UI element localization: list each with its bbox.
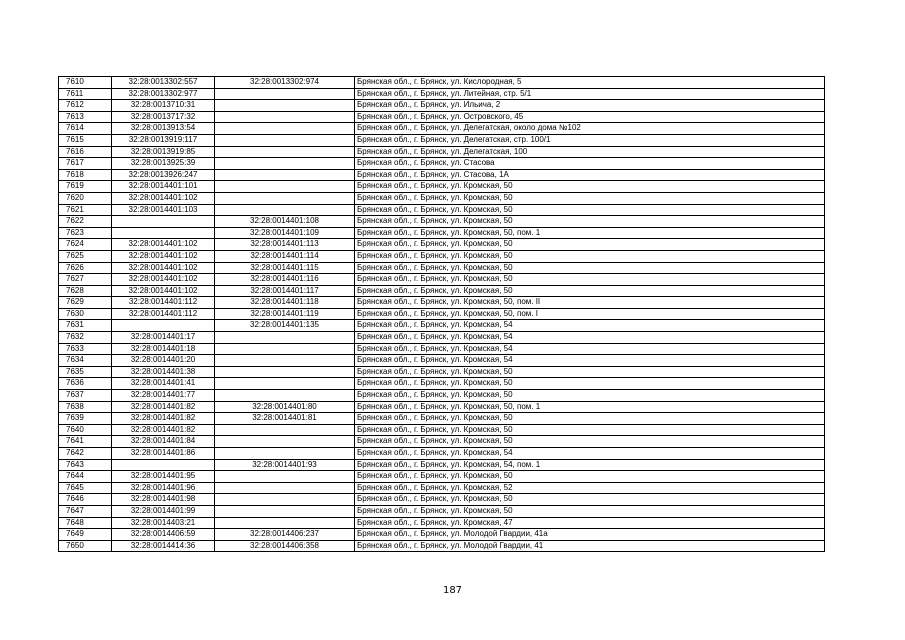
- related-cadastral-number-cell: 32:28:0014401:80: [215, 401, 355, 413]
- related-cadastral-number-cell: [215, 181, 355, 193]
- address-cell: Брянская обл., г. Брянск, ул. Кромская, 50: [355, 378, 825, 390]
- related-cadastral-number-cell: [215, 111, 355, 123]
- cadastral-number-cell: [112, 320, 215, 332]
- record-number-cell: 7619: [59, 181, 112, 193]
- address-cell: Брянская обл., г. Брянск, ул. Стасова: [355, 158, 825, 170]
- related-cadastral-number-cell: 32:28:0014401:119: [215, 308, 355, 320]
- related-cadastral-number-cell: [215, 471, 355, 483]
- cadastral-number-cell: 32:28:0014401:112: [112, 308, 215, 320]
- record-number-cell: 7643: [59, 459, 112, 471]
- table-row: [59, 88, 825, 100]
- record-number-cell: 7650: [59, 540, 112, 552]
- table-row: [59, 100, 825, 112]
- record-number-cell: 7615: [59, 134, 112, 146]
- cadastral-number-cell: 32:28:0014401:20: [112, 355, 215, 367]
- address-cell: Брянская обл., г. Брянск, ул. Кромская, 47: [355, 517, 825, 529]
- table-row: [59, 343, 825, 355]
- address-cell: Брянская обл., г. Брянск, ул. Кромская, 50: [355, 494, 825, 506]
- cadastral-number-cell: 32:28:0014401:101: [112, 181, 215, 193]
- address-cell: Брянская обл., г. Брянск, ул. Делегатская, стр. 100/1: [355, 134, 825, 146]
- table-row: [59, 227, 825, 239]
- cadastral-number-cell: 32:28:0013710:31: [112, 100, 215, 112]
- address-cell: Брянская обл., г. Брянск, ул. Кромская, 54, пом. 1: [355, 459, 825, 471]
- related-cadastral-number-cell: [215, 436, 355, 448]
- cadastral-number-cell: 32:28:0014401:95: [112, 471, 215, 483]
- cadastral-number-cell: 32:28:0014401:18: [112, 343, 215, 355]
- record-number-cell: 7628: [59, 285, 112, 297]
- cadastral-number-cell: 32:28:0014401:86: [112, 448, 215, 460]
- table-row: [59, 239, 825, 251]
- table-row: [59, 482, 825, 494]
- address-cell: Брянская обл., г. Брянск, ул. Кромская, 50: [355, 505, 825, 517]
- related-cadastral-number-cell: [215, 378, 355, 390]
- cadastral-number-cell: 32:28:0013926:247: [112, 169, 215, 181]
- address-cell: Брянская обл., г. Брянск, ул. Островского, 45: [355, 111, 825, 123]
- table-row: [59, 424, 825, 436]
- table-row: [59, 529, 825, 541]
- table-row: [59, 297, 825, 309]
- address-cell: Брянская обл., г. Брянск, ул. Ильича, 2: [355, 100, 825, 112]
- table-row: [59, 471, 825, 483]
- cadastral-number-cell: 32:28:0014401:38: [112, 366, 215, 378]
- page-number: 187: [442, 585, 463, 596]
- address-cell: Брянская обл., г. Брянск, ул. Кислородная, 5: [355, 77, 825, 89]
- address-cell: Брянская обл., г. Брянск, ул. Кромская, 50: [355, 285, 825, 297]
- record-number-cell: 7639: [59, 413, 112, 425]
- table-row: [59, 308, 825, 320]
- table-row: [59, 505, 825, 517]
- table-row: [59, 390, 825, 402]
- record-number-cell: 7638: [59, 401, 112, 413]
- record-number-cell: 7611: [59, 88, 112, 100]
- cadastral-number-cell: 32:28:0014401:82: [112, 424, 215, 436]
- related-cadastral-number-cell: 32:28:0014401:93: [215, 459, 355, 471]
- table-row: [59, 192, 825, 204]
- related-cadastral-number-cell: 32:28:0014401:118: [215, 297, 355, 309]
- table-row: [59, 181, 825, 193]
- related-cadastral-number-cell: [215, 146, 355, 158]
- cadastral-number-cell: 32:28:0014401:112: [112, 297, 215, 309]
- related-cadastral-number-cell: 32:28:0014401:114: [215, 250, 355, 262]
- address-cell: Брянская обл., г. Брянск, ул. Кромская, 50, пом. I: [355, 308, 825, 320]
- address-cell: Брянская обл., г. Брянск, ул. Молодой Гвардии, 41а: [355, 529, 825, 541]
- registry-table: [58, 76, 825, 552]
- cadastral-number-cell: 32:28:0013919:117: [112, 134, 215, 146]
- table-row: [59, 459, 825, 471]
- address-cell: Брянская обл., г. Брянск, ул. Кромская, 50: [355, 413, 825, 425]
- related-cadastral-number-cell: [215, 158, 355, 170]
- record-number-cell: 7617: [59, 158, 112, 170]
- related-cadastral-number-cell: [215, 366, 355, 378]
- table-row: [59, 517, 825, 529]
- address-cell: Брянская обл., г. Брянск, ул. Кромская, 50: [355, 424, 825, 436]
- record-number-cell: 7620: [59, 192, 112, 204]
- cadastral-number-cell: 32:28:0014401:17: [112, 332, 215, 344]
- related-cadastral-number-cell: [215, 123, 355, 135]
- record-number-cell: 7627: [59, 274, 112, 286]
- related-cadastral-number-cell: [215, 169, 355, 181]
- table-row: [59, 250, 825, 262]
- table-row: [59, 158, 825, 170]
- related-cadastral-number-cell: [215, 505, 355, 517]
- address-cell: Брянская обл., г. Брянск, ул. Кромская, 54: [355, 355, 825, 367]
- address-cell: Брянская обл., г. Брянск, ул. Кромская, 50: [355, 239, 825, 251]
- cadastral-number-cell: 32:28:0013302:557: [112, 77, 215, 89]
- related-cadastral-number-cell: [215, 390, 355, 402]
- cadastral-number-cell: 32:28:0014401:41: [112, 378, 215, 390]
- related-cadastral-number-cell: [215, 100, 355, 112]
- table-row: [59, 448, 825, 460]
- related-cadastral-number-cell: [215, 88, 355, 100]
- record-number-cell: 7636: [59, 378, 112, 390]
- table-row: [59, 262, 825, 274]
- address-cell: Брянская обл., г. Брянск, ул. Кромская, 50: [355, 204, 825, 216]
- record-number-cell: 7626: [59, 262, 112, 274]
- record-number-cell: 7622: [59, 216, 112, 228]
- cadastral-number-cell: [112, 216, 215, 228]
- cadastral-number-cell: 32:28:0014401:103: [112, 204, 215, 216]
- address-cell: Брянская обл., г. Брянск, ул. Кромская, 50: [355, 262, 825, 274]
- registry-table-body: [59, 77, 825, 552]
- address-cell: Брянская обл., г. Брянск, ул. Кромская, 50: [355, 216, 825, 228]
- cadastral-number-cell: 32:28:0014401:82: [112, 401, 215, 413]
- record-number-cell: 7613: [59, 111, 112, 123]
- cadastral-number-cell: 32:28:0013919:85: [112, 146, 215, 158]
- table-row: [59, 134, 825, 146]
- address-cell: Брянская обл., г. Брянск, ул. Кромская, 50: [355, 250, 825, 262]
- cadastral-number-cell: [112, 227, 215, 239]
- related-cadastral-number-cell: [215, 482, 355, 494]
- related-cadastral-number-cell: 32:28:0014406:237: [215, 529, 355, 541]
- cadastral-number-cell: 32:28:0014401:102: [112, 250, 215, 262]
- address-cell: Брянская обл., г. Брянск, ул. Литейная, стр. 5/1: [355, 88, 825, 100]
- address-cell: Брянская обл., г. Брянск, ул. Стасова, 1А: [355, 169, 825, 181]
- table-row: [59, 204, 825, 216]
- table-row: [59, 123, 825, 135]
- related-cadastral-number-cell: [215, 204, 355, 216]
- table-row: [59, 216, 825, 228]
- related-cadastral-number-cell: [215, 332, 355, 344]
- related-cadastral-number-cell: 32:28:0014401:117: [215, 285, 355, 297]
- record-number-cell: 7649: [59, 529, 112, 541]
- related-cadastral-number-cell: [215, 355, 355, 367]
- related-cadastral-number-cell: [215, 494, 355, 506]
- address-cell: Брянская обл., г. Брянск, ул. Кромская, 50: [355, 436, 825, 448]
- record-number-cell: 7614: [59, 123, 112, 135]
- record-number-cell: 7634: [59, 355, 112, 367]
- related-cadastral-number-cell: 32:28:0014406:358: [215, 540, 355, 552]
- cadastral-number-cell: 32:28:0014401:98: [112, 494, 215, 506]
- cadastral-number-cell: 32:28:0013913:54: [112, 123, 215, 135]
- cadastral-number-cell: 32:28:0013717:32: [112, 111, 215, 123]
- related-cadastral-number-cell: [215, 134, 355, 146]
- related-cadastral-number-cell: [215, 192, 355, 204]
- address-cell: Брянская обл., г. Брянск, ул. Кромская, 50: [355, 274, 825, 286]
- cadastral-number-cell: 32:28:0014406:59: [112, 529, 215, 541]
- address-cell: Брянская обл., г. Брянск, ул. Молодой Гвардии, 41: [355, 540, 825, 552]
- cadastral-number-cell: 32:28:0014401:82: [112, 413, 215, 425]
- record-number-cell: 7646: [59, 494, 112, 506]
- address-cell: Брянская обл., г. Брянск, ул. Кромская, 54: [355, 320, 825, 332]
- related-cadastral-number-cell: [215, 424, 355, 436]
- record-number-cell: 7630: [59, 308, 112, 320]
- cadastral-number-cell: 32:28:0014401:102: [112, 274, 215, 286]
- related-cadastral-number-cell: [215, 517, 355, 529]
- cadastral-number-cell: 32:28:0014401:96: [112, 482, 215, 494]
- record-number-cell: 7623: [59, 227, 112, 239]
- cadastral-number-cell: 32:28:0014401:99: [112, 505, 215, 517]
- cadastral-number-cell: 32:28:0014401:84: [112, 436, 215, 448]
- address-cell: Брянская обл., г. Брянск, ул. Делегатская, около дома №102: [355, 123, 825, 135]
- record-number-cell: 7641: [59, 436, 112, 448]
- record-number-cell: 7624: [59, 239, 112, 251]
- address-cell: Брянская обл., г. Брянск, ул. Делегатская, 100: [355, 146, 825, 158]
- table-row: [59, 285, 825, 297]
- table-row: [59, 355, 825, 367]
- address-cell: Брянская обл., г. Брянск, ул. Кромская, 50: [355, 366, 825, 378]
- record-number-cell: 7640: [59, 424, 112, 436]
- table-row: [59, 111, 825, 123]
- record-number-cell: 7642: [59, 448, 112, 460]
- record-number-cell: 7629: [59, 297, 112, 309]
- address-cell: Брянская обл., г. Брянск, ул. Кромская, 54: [355, 343, 825, 355]
- related-cadastral-number-cell: [215, 343, 355, 355]
- related-cadastral-number-cell: 32:28:0014401:135: [215, 320, 355, 332]
- table-row: [59, 413, 825, 425]
- address-cell: Брянская обл., г. Брянск, ул. Кромская, 52: [355, 482, 825, 494]
- record-number-cell: 7644: [59, 471, 112, 483]
- record-number-cell: 7645: [59, 482, 112, 494]
- record-number-cell: 7633: [59, 343, 112, 355]
- cadastral-number-cell: 32:28:0013925:39: [112, 158, 215, 170]
- related-cadastral-number-cell: 32:28:0014401:116: [215, 274, 355, 286]
- cadastral-number-cell: 32:28:0014401:102: [112, 239, 215, 251]
- address-cell: Брянская обл., г. Брянск, ул. Кромская, 54: [355, 332, 825, 344]
- table-row: [59, 436, 825, 448]
- table-row: [59, 169, 825, 181]
- table-row: [59, 378, 825, 390]
- related-cadastral-number-cell: 32:28:0014401:108: [215, 216, 355, 228]
- cadastral-number-cell: 32:28:0014414:36: [112, 540, 215, 552]
- cadastral-number-cell: 32:28:0013302:977: [112, 88, 215, 100]
- table-row: [59, 494, 825, 506]
- address-cell: Брянская обл., г. Брянск, ул. Кромская, 50, пом. 1: [355, 227, 825, 239]
- record-number-cell: 7625: [59, 250, 112, 262]
- record-number-cell: 7610: [59, 77, 112, 89]
- related-cadastral-number-cell: 32:28:0014401:113: [215, 239, 355, 251]
- cadastral-number-cell: 32:28:0014401:102: [112, 192, 215, 204]
- table-row: [59, 401, 825, 413]
- related-cadastral-number-cell: 32:28:0013302:974: [215, 77, 355, 89]
- record-number-cell: 7612: [59, 100, 112, 112]
- address-cell: Брянская обл., г. Брянск, ул. Кромская, 50: [355, 181, 825, 193]
- record-number-cell: 7635: [59, 366, 112, 378]
- record-number-cell: 7632: [59, 332, 112, 344]
- cadastral-number-cell: [112, 459, 215, 471]
- table-row: [59, 320, 825, 332]
- address-cell: Брянская обл., г. Брянск, ул. Кромская, 50, пом. II: [355, 297, 825, 309]
- record-number-cell: 7631: [59, 320, 112, 332]
- record-number-cell: 7648: [59, 517, 112, 529]
- cadastral-number-cell: 32:28:0014403:21: [112, 517, 215, 529]
- record-number-cell: 7616: [59, 146, 112, 158]
- address-cell: Брянская обл., г. Брянск, ул. Кромская, 54: [355, 448, 825, 460]
- table-row: [59, 540, 825, 552]
- address-cell: Брянская обл., г. Брянск, ул. Кромская, 50, пом. 1: [355, 401, 825, 413]
- cadastral-number-cell: 32:28:0014401:102: [112, 262, 215, 274]
- table-row: [59, 146, 825, 158]
- record-number-cell: 7647: [59, 505, 112, 517]
- related-cadastral-number-cell: 32:28:0014401:115: [215, 262, 355, 274]
- related-cadastral-number-cell: 32:28:0014401:81: [215, 413, 355, 425]
- related-cadastral-number-cell: 32:28:0014401:109: [215, 227, 355, 239]
- cadastral-number-cell: 32:28:0014401:102: [112, 285, 215, 297]
- record-number-cell: 7637: [59, 390, 112, 402]
- related-cadastral-number-cell: [215, 448, 355, 460]
- address-cell: Брянская обл., г. Брянск, ул. Кромская, 50: [355, 192, 825, 204]
- table-row: [59, 274, 825, 286]
- address-cell: Брянская обл., г. Брянск, ул. Кромская, 50: [355, 390, 825, 402]
- address-cell: Брянская обл., г. Брянск, ул. Кромская, 50: [355, 471, 825, 483]
- record-number-cell: 7621: [59, 204, 112, 216]
- table-row: [59, 332, 825, 344]
- record-number-cell: 7618: [59, 169, 112, 181]
- cadastral-number-cell: 32:28:0014401:77: [112, 390, 215, 402]
- table-row: [59, 366, 825, 378]
- table-row: [59, 77, 825, 89]
